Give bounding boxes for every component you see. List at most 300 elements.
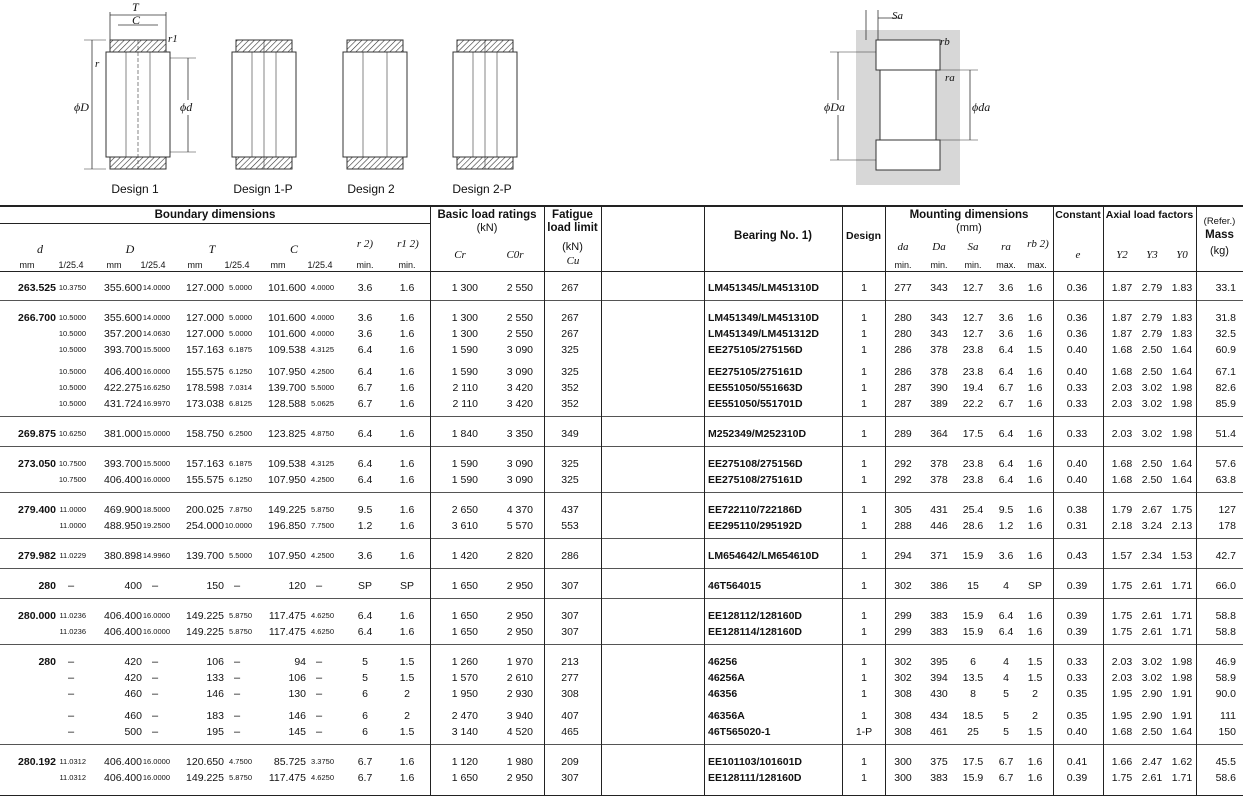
design-label-2p: Design 2-P <box>452 182 512 196</box>
cell-m: 33.1 <box>1215 282 1236 294</box>
cell-Y3: 2.79 <box>1141 312 1163 324</box>
bearing-number: LM451345/LM451310D <box>708 282 819 294</box>
unit-in: 1/25.4 <box>307 260 333 270</box>
cell-e: 0.35 <box>1066 710 1088 722</box>
cell-des: 1 <box>861 458 867 470</box>
cell-r1: 1.6 <box>399 610 415 622</box>
cell-Ci: 3.3750 <box>311 757 334 766</box>
cell-da: 308 <box>894 726 912 738</box>
cell-Ci: – <box>315 726 323 738</box>
cell-e: 0.40 <box>1066 366 1088 378</box>
cell-C0r: 1 970 <box>506 656 533 668</box>
cell-da: 305 <box>894 504 912 516</box>
cell-Sa: 8 <box>970 688 976 700</box>
cell-rb: 1.6 <box>1027 458 1043 470</box>
cell-Da: 364 <box>930 428 948 440</box>
col-Y3: Y3 <box>1146 249 1158 261</box>
label-ra: ra <box>945 72 955 84</box>
design-1p-drawing <box>232 40 296 169</box>
cell-Cu: 307 <box>561 610 579 622</box>
cell-da: 288 <box>894 520 912 532</box>
cell-Cu: 307 <box>561 772 579 784</box>
cell-Cu: 352 <box>561 398 579 410</box>
mass-unit: (kg) <box>1210 245 1229 257</box>
cell-des: 1 <box>861 474 867 486</box>
cell-Ci: 4.2500 <box>311 551 334 560</box>
cell-Cr: 2 110 <box>452 382 478 394</box>
cell-r: 6.7 <box>357 772 373 784</box>
cell-C: 128.588 <box>268 398 306 410</box>
cell-Ci: 7.7500 <box>311 521 334 530</box>
cell-m: 150 <box>1218 726 1236 738</box>
cell-C0r: 3 090 <box>506 366 533 378</box>
cell-ra: 6.4 <box>998 366 1014 378</box>
cell-Y0: 1.98 <box>1171 672 1193 684</box>
cell-Y2: 1.75 <box>1111 580 1133 592</box>
cell-T: 149.225 <box>186 626 224 638</box>
cell-Cu: 213 <box>561 656 579 668</box>
cell-Cu: 325 <box>561 458 579 470</box>
cell-e: 0.40 <box>1066 458 1088 470</box>
cell-di: 10.7500 <box>58 459 86 468</box>
cell-m: 66.0 <box>1215 580 1236 592</box>
cell-Y0: 1.98 <box>1171 398 1193 410</box>
cell-Y3: 2.90 <box>1141 710 1163 722</box>
cell-C: 85.725 <box>273 756 306 768</box>
cell-Di: – <box>151 688 159 700</box>
label-rb: rb <box>940 36 950 48</box>
label-D: ϕD <box>74 100 89 114</box>
row-group-rule <box>0 300 1243 301</box>
cell-e: 0.40 <box>1066 474 1088 486</box>
bearing-number: EE275105/275156D <box>708 344 803 356</box>
cell-Da: 343 <box>930 328 948 340</box>
cell-d: 280 <box>38 580 56 592</box>
cell-Da: 446 <box>930 520 948 532</box>
cell-r1: 1.6 <box>399 626 415 638</box>
cell-Sa: 23.8 <box>962 458 984 470</box>
cell-rb: 1.6 <box>1027 474 1043 486</box>
cell-D: 357.200 <box>104 328 142 340</box>
cell-m: 51.4 <box>1215 428 1236 440</box>
col-r1: r1 2) <box>397 238 419 250</box>
cell-Cr: 1 260 <box>451 656 478 668</box>
cell-Cr: 1 650 <box>451 580 478 592</box>
cell-C: 106 <box>288 672 306 684</box>
cell-Di: 16.0000 <box>142 611 170 620</box>
cell-Cr: 1 840 <box>451 428 478 440</box>
cell-des: 1 <box>861 520 867 532</box>
cell-da: 292 <box>894 474 912 486</box>
cell-D: 355.600 <box>104 282 142 294</box>
cell-da: 308 <box>894 688 912 700</box>
cell-C: 117.475 <box>268 772 306 784</box>
bearing-number: EE551050/551701D <box>708 398 803 410</box>
cell-di: 10.5000 <box>58 399 86 408</box>
cell-Y2: 1.75 <box>1111 626 1133 638</box>
cell-rb: 1.6 <box>1027 550 1043 562</box>
design-label-1: Design 1 <box>111 182 159 196</box>
unit-in: 1/25.4 <box>224 260 250 270</box>
cell-des: 1 <box>861 366 867 378</box>
cell-ra: 6.4 <box>998 428 1014 440</box>
cell-des: 1 <box>861 382 867 394</box>
bearing-number: M252349/M252310D <box>708 428 807 440</box>
cell-r1: 1.6 <box>399 474 415 486</box>
cell-Di: 14.0000 <box>142 283 170 292</box>
bearing-number: LM451349/LM451310D <box>708 312 819 324</box>
cell-C: 101.600 <box>268 328 306 340</box>
cell-Y3: 3.02 <box>1141 672 1163 684</box>
bearing-number: EE128114/128160D <box>708 626 803 638</box>
cell-Da: 430 <box>930 688 948 700</box>
cell-rb: 1.6 <box>1027 626 1043 638</box>
cell-T: 120.650 <box>186 756 224 768</box>
cell-ra: 6.4 <box>998 344 1014 356</box>
bearing-number: LM451349/LM451312D <box>708 328 819 340</box>
cell-m: 42.7 <box>1215 550 1236 562</box>
cell-ra: 4 <box>1003 580 1009 592</box>
col-ra: ra <box>1001 241 1011 253</box>
cell-Y0: 1.53 <box>1171 550 1193 562</box>
cell-m: 58.6 <box>1215 772 1236 784</box>
cell-m: 178 <box>1218 520 1236 532</box>
cell-r1: 1.6 <box>399 382 415 394</box>
row-group-rule <box>0 416 1243 417</box>
cell-r1: 1.6 <box>399 328 415 340</box>
cell-rb: 1.6 <box>1027 428 1043 440</box>
cell-Y3: 3.02 <box>1141 398 1163 410</box>
cell-C0r: 3 420 <box>506 382 533 394</box>
cell-ra: 6.7 <box>998 398 1014 410</box>
cell-D: 406.400 <box>104 366 142 378</box>
cell-da: 299 <box>894 626 912 638</box>
design-label-1p: Design 1-P <box>233 182 293 196</box>
col-Sa: Sa <box>967 241 979 253</box>
fatigue-header-2: load limit <box>547 222 598 234</box>
cell-Y0: 1.71 <box>1171 772 1193 784</box>
cell-T: 106 <box>206 656 224 668</box>
cell-r: 5 <box>362 656 368 668</box>
cell-ra: 5 <box>1003 688 1009 700</box>
cell-Y0: 1.71 <box>1171 610 1193 622</box>
row-group-rule <box>0 744 1243 745</box>
col-D: D <box>125 242 135 256</box>
cell-rb: 1.6 <box>1027 312 1043 324</box>
cell-r: 6.7 <box>357 382 373 394</box>
cell-C0r: 5 570 <box>506 520 533 532</box>
label-Da: ϕDa <box>824 100 845 114</box>
basic-load-header: Basic load ratings <box>437 209 537 221</box>
bearing-number: EE722110/722186D <box>708 504 803 516</box>
cell-e: 0.38 <box>1066 504 1088 516</box>
column-rule <box>430 271 431 795</box>
cell-Ti: 10.0000 <box>224 521 252 530</box>
cell-C0r: 2 550 <box>506 282 533 294</box>
cell-C: 109.538 <box>268 458 306 470</box>
cell-T: 178.598 <box>186 382 224 394</box>
cell-Cu: 553 <box>561 520 579 532</box>
cell-Ti: – <box>233 580 241 592</box>
cell-r: 6.7 <box>357 756 373 768</box>
cell-D: 406.400 <box>104 626 142 638</box>
row-group-rule <box>0 538 1243 539</box>
cell-Y0: 1.98 <box>1171 382 1193 394</box>
cell-T: 195 <box>206 726 224 738</box>
cell-Da: 386 <box>930 580 948 592</box>
cell-C0r: 3 420 <box>506 398 533 410</box>
cell-r: 6 <box>362 710 368 722</box>
cell-T: 155.575 <box>186 474 224 486</box>
cell-Ti: 7.8750 <box>229 505 252 514</box>
cell-Ti: 6.1250 <box>229 475 252 484</box>
cell-Ci: 4.6250 <box>311 611 334 620</box>
bearing-number: EE275108/275156D <box>708 458 803 470</box>
cell-Di: 15.0000 <box>142 429 170 438</box>
cell-r: 6 <box>362 726 368 738</box>
bearing-table <box>0 205 1243 799</box>
cell-r: 6.4 <box>357 458 373 470</box>
cell-Da: 378 <box>930 474 948 486</box>
cell-da: 308 <box>894 710 912 722</box>
cell-ra: 1.2 <box>998 520 1014 532</box>
cell-Y3: 2.61 <box>1141 580 1163 592</box>
cell-T: 149.225 <box>186 610 224 622</box>
cell-Y3: 2.50 <box>1141 458 1163 470</box>
cell-Da: 343 <box>930 312 948 324</box>
bearing-number: EE275108/275161D <box>708 474 803 486</box>
cell-T: 157.163 <box>186 344 224 356</box>
cell-des: 1 <box>861 428 867 440</box>
cell-des: 1 <box>861 282 867 294</box>
cell-D: 431.724 <box>104 398 142 410</box>
cell-Y2: 1.95 <box>1111 710 1133 722</box>
cell-Cr: 2 470 <box>451 710 478 722</box>
cell-r1: 1.6 <box>399 550 415 562</box>
unit-in: 1/25.4 <box>140 260 166 270</box>
cell-e: 0.36 <box>1066 328 1088 340</box>
unit-min: min. <box>964 260 982 270</box>
cell-r1: 1.5 <box>399 726 415 738</box>
cell-ra: 4 <box>1003 656 1009 668</box>
label-d: ϕd <box>180 100 193 114</box>
mounting-header: Mounting dimensions <box>909 209 1029 221</box>
cell-des: 1 <box>861 656 867 668</box>
cell-da: 300 <box>894 772 912 784</box>
boundary-dimensions-header: Boundary dimensions <box>154 209 276 221</box>
cell-C: 196.850 <box>268 520 306 532</box>
cell-Ci: – <box>315 688 323 700</box>
cell-Y0: 1.64 <box>1171 344 1193 356</box>
cell-da: 280 <box>894 328 912 340</box>
cell-m: 31.8 <box>1215 312 1236 324</box>
bearing-number: 46356A <box>708 710 745 722</box>
cell-Y3: 2.50 <box>1141 366 1163 378</box>
cell-Cu: 286 <box>561 550 579 562</box>
cell-di: – <box>67 672 75 684</box>
cell-C: 146 <box>288 710 306 722</box>
cell-m: 63.8 <box>1215 474 1236 486</box>
bearing-number: 46256A <box>708 672 745 684</box>
cell-di: 11.0312 <box>59 773 86 782</box>
cell-des: 1-P <box>855 726 873 738</box>
cell-Y2: 1.68 <box>1111 458 1133 470</box>
col-C0r: C0r <box>506 249 524 261</box>
cell-Y2: 2.18 <box>1111 520 1133 532</box>
col-d: d <box>37 242 43 256</box>
cell-m: 46.9 <box>1215 656 1236 668</box>
cell-Sa: 25 <box>967 726 979 738</box>
cell-rb: 1.6 <box>1027 610 1043 622</box>
cell-rb: SP <box>1027 580 1042 592</box>
cell-Sa: 19.4 <box>962 382 984 394</box>
cell-da: 302 <box>894 580 912 592</box>
cell-Y2: 1.79 <box>1111 504 1133 516</box>
cell-C: 94 <box>294 656 306 668</box>
constant-header: Constant <box>1055 209 1101 221</box>
cell-rb: 1.5 <box>1027 344 1043 356</box>
refer-header: (Refer.) <box>1203 216 1236 227</box>
cell-r: 5 <box>362 672 368 684</box>
cell-D: 380.898 <box>104 550 142 562</box>
cell-C: 139.700 <box>268 382 306 394</box>
cell-ra: 3.6 <box>998 282 1014 294</box>
cell-Cu: 349 <box>561 428 579 440</box>
bearing-number: EE551050/551663D <box>708 382 803 394</box>
cell-Da: 431 <box>930 504 948 516</box>
col-Y0: Y0 <box>1176 249 1188 261</box>
design-2p-drawing <box>453 40 517 169</box>
cell-r1: 1.6 <box>399 504 415 516</box>
unit-mm: mm <box>106 260 122 270</box>
cell-Y2: 1.87 <box>1111 328 1133 340</box>
cell-Ci: – <box>315 672 323 684</box>
basic-load-unit: (kN) <box>476 222 498 234</box>
cell-Di: – <box>151 672 159 684</box>
cell-Ci: – <box>315 656 323 668</box>
column-rule <box>885 271 886 795</box>
cell-di: 11.0312 <box>59 757 86 766</box>
row-group-rule <box>0 492 1243 493</box>
col-T: T <box>208 242 216 256</box>
unit-max: max. <box>996 260 1016 270</box>
cell-Y3: 2.61 <box>1141 772 1163 784</box>
cell-C0r: 3 350 <box>506 428 533 440</box>
cell-di: 10.5000 <box>58 313 86 322</box>
unit-in: 1/25.4 <box>58 260 84 270</box>
axial-header: Axial load factors <box>1105 209 1194 221</box>
cell-Di: 14.9960 <box>142 551 170 560</box>
cell-Ci: – <box>315 580 323 592</box>
cell-di: 10.5000 <box>58 367 86 376</box>
cell-C0r: 3 090 <box>506 474 533 486</box>
cell-ra: 5 <box>1003 726 1009 738</box>
cell-di: – <box>67 580 75 592</box>
col-r: r 2) <box>356 238 374 250</box>
cell-Ti: 6.1875 <box>229 459 252 468</box>
cell-Y3: 2.50 <box>1141 726 1163 738</box>
cell-Sa: 12.7 <box>962 328 984 340</box>
cell-Y2: 1.87 <box>1111 312 1133 324</box>
cell-T: 158.750 <box>186 428 224 440</box>
column-rule <box>544 271 545 795</box>
cell-C0r: 2 950 <box>506 626 533 638</box>
cell-Di: 16.9970 <box>142 399 170 408</box>
cell-des: 1 <box>861 710 867 722</box>
cell-D: 406.400 <box>104 610 142 622</box>
cell-C: 107.950 <box>268 474 306 486</box>
cell-ra: 3.6 <box>998 328 1014 340</box>
cell-Cu: 407 <box>561 710 579 722</box>
cell-rb: 1.5 <box>1027 726 1043 738</box>
cell-di: 11.0236 <box>59 611 86 620</box>
cell-rb: 1.6 <box>1027 520 1043 532</box>
cell-D: 420 <box>124 656 142 668</box>
cell-Sa: 22.2 <box>962 398 984 410</box>
cell-Y0: 2.13 <box>1171 520 1193 532</box>
row-group-rule <box>0 598 1243 599</box>
cell-Da: 395 <box>930 656 948 668</box>
cell-Di: 16.0000 <box>142 627 170 636</box>
cell-rb: 1.6 <box>1027 382 1043 394</box>
cell-Y3: 2.61 <box>1141 626 1163 638</box>
cell-Sa: 6 <box>970 656 976 668</box>
cell-des: 1 <box>861 328 867 340</box>
cell-Cr: 1 120 <box>451 756 478 768</box>
cell-Y2: 2.03 <box>1111 398 1133 410</box>
cell-C: 117.475 <box>268 626 306 638</box>
bearing-number: LM654642/LM654610D <box>708 550 819 562</box>
col-rb: rb 2) <box>1027 238 1049 250</box>
cell-C0r: 1 980 <box>506 756 533 768</box>
cell-Ti: 4.7500 <box>229 757 252 766</box>
cell-D: 488.950 <box>104 520 142 532</box>
cell-Da: 378 <box>930 344 948 356</box>
cell-D: 400 <box>124 580 142 592</box>
bearing-number: EE295110/295192D <box>708 520 803 532</box>
cell-des: 1 <box>861 610 867 622</box>
cell-da: 289 <box>894 428 912 440</box>
cell-e: 0.33 <box>1066 656 1088 668</box>
cell-e: 0.40 <box>1066 726 1088 738</box>
cell-Y2: 2.03 <box>1111 428 1133 440</box>
cell-m: 32.5 <box>1215 328 1236 340</box>
cell-Di: 15.5000 <box>142 459 170 468</box>
cell-C0r: 3 940 <box>506 710 533 722</box>
cell-m: 111 <box>1220 710 1236 722</box>
cell-T: 127.000 <box>186 282 224 294</box>
cell-Da: 434 <box>930 710 948 722</box>
cell-Y0: 1.98 <box>1171 656 1193 668</box>
cell-e: 0.39 <box>1066 772 1088 784</box>
cell-r1: 1.6 <box>399 344 415 356</box>
cell-Y3: 2.79 <box>1141 282 1163 294</box>
cell-Y2: 2.03 <box>1111 672 1133 684</box>
cell-T: 173.038 <box>186 398 224 410</box>
cell-Da: 371 <box>930 550 948 562</box>
cell-T: 127.000 <box>186 328 224 340</box>
cell-di: – <box>67 656 75 668</box>
cell-Y0: 1.83 <box>1171 312 1193 324</box>
cell-Y2: 1.75 <box>1111 772 1133 784</box>
cell-Da: 383 <box>930 610 948 622</box>
cell-des: 1 <box>861 504 867 516</box>
cell-da: 302 <box>894 672 912 684</box>
cell-r: 3.6 <box>357 282 373 294</box>
cell-Ti: – <box>233 710 241 722</box>
cell-ra: 6.7 <box>998 382 1014 394</box>
cell-des: 1 <box>861 756 867 768</box>
